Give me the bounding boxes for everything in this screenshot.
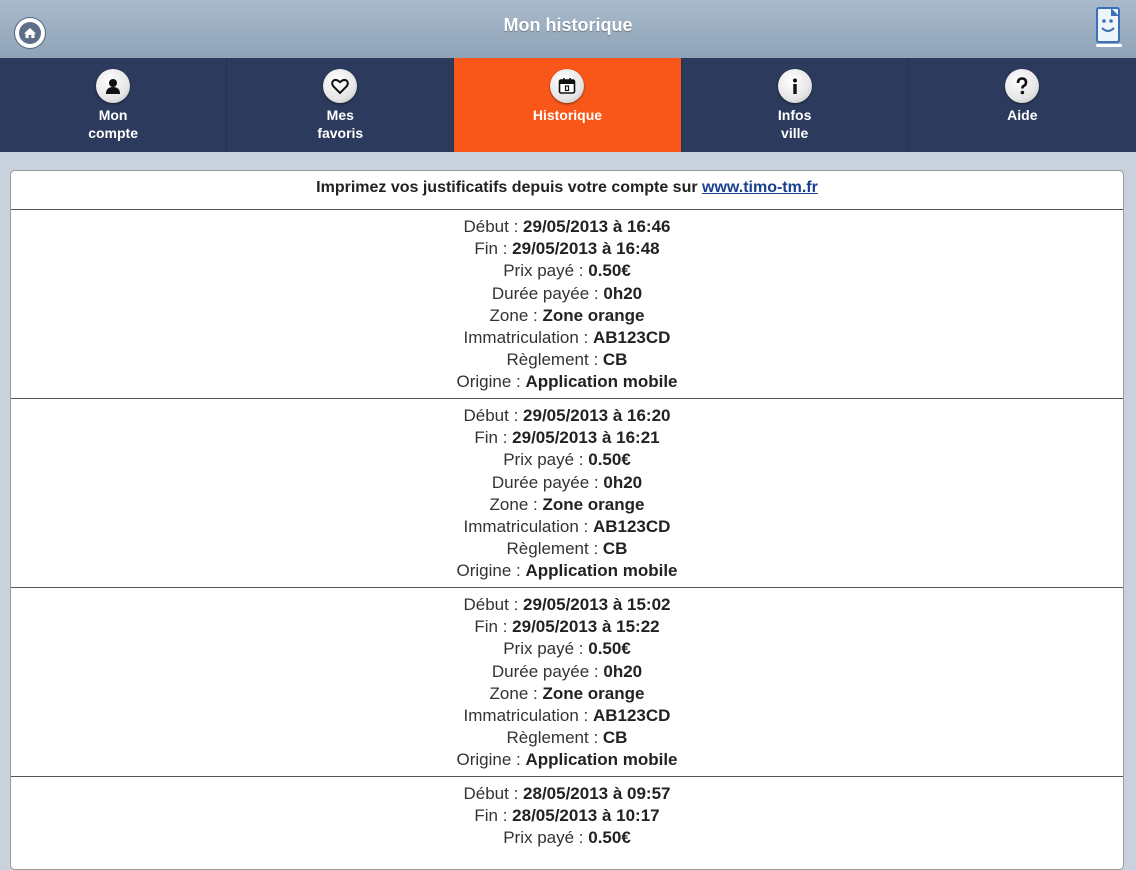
- zone-label: Zone :: [489, 305, 543, 325]
- info-icon: [778, 69, 812, 103]
- prix-value: 0.50€: [588, 828, 631, 848]
- origine-label: Origine :: [456, 750, 526, 770]
- fin-label: Fin :: [474, 806, 513, 826]
- top-bar: [0, 0, 1136, 59]
- heart-icon: [323, 69, 357, 103]
- tab-infos-ville[interactable]: [682, 58, 909, 152]
- zone-label: Zone :: [489, 683, 543, 703]
- debut-label: Début :: [463, 406, 524, 425]
- reglement-value: CB: [602, 350, 628, 370]
- prix-label: Prix payé :: [503, 450, 589, 470]
- debut-value: 29/05/2013 à 16:20: [523, 406, 671, 425]
- immat-value: AB123CD: [592, 327, 671, 347]
- document-icon: [1092, 4, 1126, 50]
- origine-label: Origine :: [456, 561, 526, 581]
- page-title: Mon historique: [503, 15, 633, 35]
- zone-label: Zone :: [489, 494, 543, 514]
- duree-value: 0h20: [603, 472, 643, 492]
- immat-value: AB123CD: [592, 705, 671, 725]
- user-icon: [96, 69, 130, 103]
- duree-label: Durée payée :: [491, 472, 604, 492]
- duree-value: 0h20: [603, 283, 643, 303]
- tab-aide[interactable]: [909, 58, 1136, 152]
- debut-value: 29/05/2013 à 15:02: [523, 595, 671, 614]
- fin-label: Fin :: [474, 617, 513, 637]
- fin-value: 28/05/2013 à 10:17: [512, 806, 660, 826]
- document-button[interactable]: [1092, 4, 1126, 50]
- tab-bar: [0, 58, 1136, 152]
- duree-label: Durée payée :: [491, 661, 604, 681]
- tab-label-line2: favoris: [317, 125, 364, 141]
- origine-value: Application mobile: [525, 750, 678, 770]
- reglement-label: Règlement :: [506, 350, 603, 370]
- prix-label: Prix payé :: [503, 261, 589, 281]
- tab-label-line1: Mon: [98, 107, 128, 123]
- prix-label: Prix payé :: [503, 828, 589, 848]
- history-card[interactable]: [10, 170, 1124, 870]
- duree-value: 0h20: [603, 661, 643, 681]
- origine-label: Origine :: [456, 372, 526, 392]
- debut-label: Début :: [463, 595, 524, 614]
- debut-value: 29/05/2013 à 16:46: [523, 217, 671, 236]
- immat-label: Immatriculation :: [463, 327, 593, 347]
- fin-value: 29/05/2013 à 16:48: [512, 239, 660, 259]
- website-link[interactable]: www.timo-tm.fr: [702, 179, 818, 196]
- tab-label-line1: Aide: [1007, 107, 1038, 123]
- debut-value: 28/05/2013 à 09:57: [523, 784, 671, 803]
- fin-label: Fin :: [474, 428, 513, 448]
- immat-value: AB123CD: [592, 516, 671, 536]
- tab-label-line2: compte: [88, 125, 138, 141]
- fin-value: 29/05/2013 à 15:22: [512, 617, 660, 637]
- history-entry[interactable]: [11, 210, 1123, 399]
- history-entry[interactable]: [11, 588, 1123, 777]
- tab-label-line2: ville: [781, 125, 809, 141]
- help-icon: [1005, 69, 1039, 103]
- tab-label-line1: Mes: [326, 107, 354, 123]
- fin-value: 29/05/2013 à 16:21: [512, 428, 660, 448]
- duree-label: Durée payée :: [491, 283, 604, 303]
- history-entry[interactable]: [11, 399, 1123, 588]
- tab-label-line1: Historique: [532, 107, 603, 123]
- reglement-value: CB: [602, 728, 628, 748]
- reglement-value: CB: [602, 539, 628, 559]
- debut-label: Début :: [463, 217, 524, 236]
- fin-label: Fin :: [474, 239, 513, 259]
- origine-value: Application mobile: [525, 561, 678, 581]
- tab-mon-compte[interactable]: [0, 58, 227, 152]
- debut-label: Début :: [463, 784, 524, 803]
- tab-label-line1: Infos: [777, 107, 812, 123]
- prix-label: Prix payé :: [503, 639, 589, 659]
- print-notice: [11, 171, 1123, 210]
- zone-value: Zone orange: [542, 305, 645, 325]
- reglement-label: Règlement :: [506, 728, 603, 748]
- print-notice-text: Imprimez vos justificatifs depuis votre compte sur: [316, 179, 703, 196]
- immat-label: Immatriculation :: [463, 705, 593, 725]
- prix-value: 0.50€: [588, 261, 631, 281]
- zone-value: Zone orange: [542, 494, 645, 514]
- prix-value: 0.50€: [588, 639, 631, 659]
- prix-value: 0.50€: [588, 450, 631, 470]
- tab-mes-favoris[interactable]: [227, 58, 454, 152]
- reglement-label: Règlement :: [506, 539, 603, 559]
- immat-label: Immatriculation :: [463, 516, 593, 536]
- zone-value: Zone orange: [542, 683, 645, 703]
- tab-historique[interactable]: [454, 58, 681, 152]
- calendar-icon: [550, 69, 584, 103]
- origine-value: Application mobile: [525, 372, 678, 392]
- history-entry[interactable]: [11, 777, 1123, 870]
